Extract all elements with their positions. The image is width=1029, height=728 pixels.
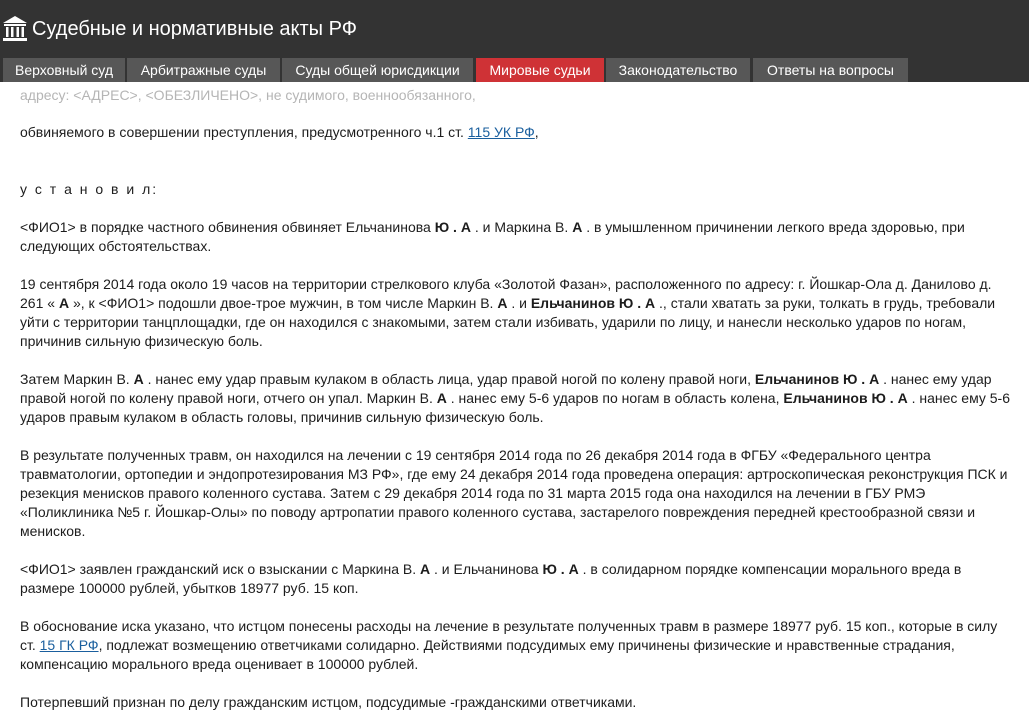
site-title[interactable]: Судебные и нормативные акты РФ — [32, 18, 357, 40]
law-link-gk-15[interactable]: 15 ГК РФ — [39, 637, 99, 653]
tab-legislation[interactable]: Законодательство — [606, 58, 750, 82]
doc-paragraph: обвиняемого в совершении преступления, предусмотренного ч.1 ст. 115 УК РФ, — [20, 124, 539, 140]
tab-arbitration-courts[interactable]: Арбитражные суды — [127, 58, 280, 82]
courthouse-icon[interactable] — [2, 14, 28, 42]
doc-paragraph: В обоснование иска указано, что истцом понесены расходы на лечение в результате полученных травм в размере 18977 руб. 15 коп., которые в силу ст. 15 ГК РФ, подлежат возмещению ответчиками солидарно. Действиями подсудимых ему причинены физические и нравственные страдания, компенсацию морального вреда оценивает в 100000 рублей. — [20, 618, 998, 672]
tab-faq[interactable]: Ответы на вопросы — [753, 58, 908, 82]
doc-paragraph: <ФИО1> заявлен гражданский иск о взыскании с Маркина В. А . и Ельчанинова Ю . А . в солидарном порядке компенсации морального вреда в размере 100000 рублей, убытков 18977 руб. 15 коп. — [20, 561, 962, 596]
document-text — [20, 82, 1012, 728]
law-link-uk-115[interactable]: 115 УК РФ — [467, 124, 535, 140]
site-header — [0, 0, 1029, 58]
main-nav — [0, 58, 1029, 82]
tab-general-jurisdiction-courts[interactable]: Суды общей юрисдикции — [282, 58, 473, 82]
doc-paragraph: адресу: <АДРЕС>, <ОБЕЗЛИЧЕНО>, не судимого, военнообязанного, — [20, 87, 476, 103]
doc-paragraph: Затем Маркин В. А . нанес ему удар правым кулаком в область лица, удар правой ногой по колену правой ноги, Ельчанинов Ю . А . нанес ему удар правой ногой по колену правой ноги, отчего он упал. Маркин В. А . нанес ему 5-6 ударов по ногам в область колена, Ельчанинов Ю . А . нанес ему 5-6 ударов правым кулаком в область головы, причинив сильную физическую боль. — [20, 371, 1010, 425]
doc-paragraph: Потерпевший признан по делу гражданским истцом, подсудимые -гражданскими ответчиками. — [20, 694, 637, 710]
doc-paragraph: В результате полученных травм, он находился на лечении с 19 сентября 2014 года по 26 декабря 2014 года в ФГБУ «Федерального центра травматологии, ортопедии и эндопротезирования МЗ РФ», где ему 24 декабря 2014 года проведена операция: артроскопическая реконструкция ПСК и резекция менисков правого коленного сустава. Затем с 29 декабря 2014 года по 31 марта 2015 года она находился на лечении в ГБУ РМЭ «Поликлиника №5 г. Йошкар-Олы» по поводу артропатии правого коленного сустава, застарелого повреждения передней крестообразной связи и менисков. — [20, 447, 1008, 539]
tab-magistrate-judges[interactable]: Мировые судьи — [476, 58, 604, 82]
doc-heading-ustanovil: у с т а н о в и л: — [20, 181, 159, 197]
tab-supreme-court[interactable]: Верховный суд — [3, 58, 125, 82]
doc-paragraph: 19 сентября 2014 года около 19 часов на территории стрелкового клуба «Золотой Фазан», расположенного по адресу: г. Йошкар-Ола д. Данилово д. 261 « А », к <ФИО1> подошли двое-трое мужчин, в том числе Маркин В. А . и Ельчанинов Ю . А ., стали хватать за руки, толкать в грудь, требовали уйти с территории танцплощадки, где он находился с знакомыми, затем стали избивать, ударили по лицу, и нанесли несколько ударов по ногам, причинив сильную физическую боль. — [20, 276, 996, 349]
doc-paragraph: <ФИО1> в порядке частного обвинения обвиняет Ельчанинова Ю . А . и Маркина В. А . в умышленном причинении легкого вреда здоровью, при следующих обстоятельствах. — [20, 219, 965, 254]
